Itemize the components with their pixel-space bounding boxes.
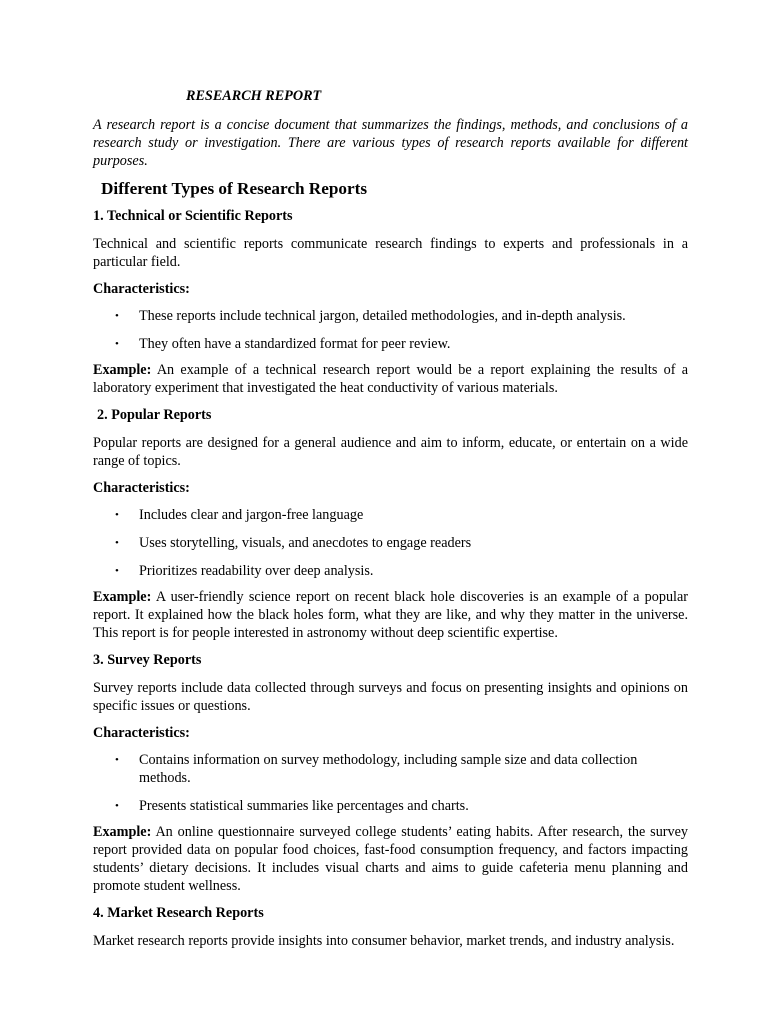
bullet-icon: •	[115, 509, 119, 521]
bullet-icon: •	[115, 310, 119, 322]
list-item: • Uses storytelling, visuals, and anecdotes to engage readers	[115, 535, 472, 551]
section-1-bullet-list	[93, 307, 688, 353]
bullet-icon: •	[115, 565, 119, 577]
section-2-example: Example: A user-friendly science report on recent black hole discoveries is an example of a popular report. It explained how the black holes form, what they are like, and why they matter in the universe. This report is for people interested in astronomy without deep scientific expertise.	[93, 589, 688, 641]
list-item: • These reports include technical jargon, detailed methodologies, and in-depth analysis.	[115, 308, 626, 324]
bullet-icon: •	[115, 800, 119, 812]
section-3-characteristics-label: Characteristics:	[93, 725, 190, 741]
list-item: • Presents statistical summaries like percentages and charts.	[115, 798, 469, 814]
section-4-title: 4. Market Research Reports	[93, 905, 264, 921]
section-1-description: Technical and scientific reports communicate research findings to experts and professionals in a particular field.	[93, 236, 688, 270]
section-heading: Different Types of Research Reports	[101, 179, 368, 198]
section-2-bullet-list	[93, 506, 688, 580]
section-4-description: Market research reports provide insights into consumer behavior, market trends, and industry analysis.	[93, 933, 675, 949]
list-item: • They often have a standardized format for peer review.	[115, 336, 451, 352]
section-3-title: 3. Survey Reports	[93, 652, 202, 668]
section-2-characteristics-label: Characteristics:	[93, 480, 190, 496]
section-1-example: Example: An example of a technical research report would be a report explaining the results of a laboratory experiment that investigated the heat conductivity of various materials.	[93, 362, 689, 396]
document-title: RESEARCH REPORT	[186, 88, 322, 104]
intro-paragraph: A research report is a concise document that summarizes the findings, methods, and conclusions of a research study or investigation. There are various types of research reports available for different purposes.	[93, 117, 688, 169]
list-item: • Includes clear and jargon-free language	[115, 507, 364, 523]
section-3-example: Example: An online questionnaire surveyed college students’ eating habits. After research, the survey report provided data on popular food choices, fast-food consumption frequency, and factors impacting students’ dietary decisions. It includes visual charts and aims to guide cafeteria menu planning and promote student wellness.	[93, 824, 688, 894]
section-2-description: Popular reports are designed for a general audience and aim to inform, educate, or entertain on a wide range of topics.	[93, 435, 688, 469]
document-page	[93, 86, 688, 959]
bullet-icon: •	[115, 537, 119, 549]
section-3-description: Survey reports include data collected through surveys and focus on presenting insights and opinions on specific issues or questions.	[93, 680, 688, 714]
section-2-title: 2. Popular Reports	[97, 407, 212, 423]
bullet-icon: •	[115, 754, 119, 766]
section-3-bullet-list	[93, 751, 688, 815]
bullet-icon: •	[115, 338, 119, 350]
section-1-characteristics-label: Characteristics:	[93, 281, 190, 297]
list-item: • Prioritizes readability over deep analysis.	[115, 563, 374, 579]
section-1-title: 1. Technical or Scientific Reports	[93, 208, 293, 224]
list-item: • Contains information on survey methodology, including sample size and data collection methods.	[115, 752, 638, 786]
